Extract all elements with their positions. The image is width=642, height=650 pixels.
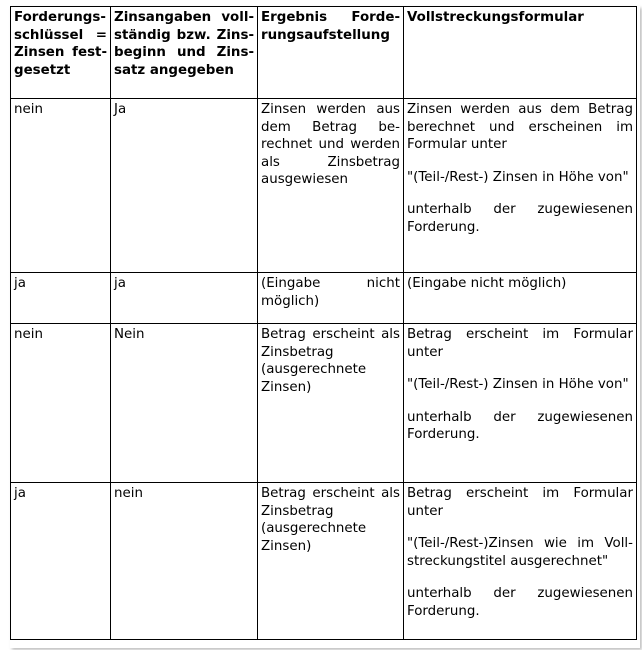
formular-text: "(Teil-/Rest-) Zinsen in Höhe von": [407, 377, 629, 393]
header-forderungsschluessel: Forderungsschlüssel = Zinsen festgesetzt: [11, 7, 111, 99]
formular-text: unterhalb der zugewiesenen Forderung.: [407, 586, 633, 619]
cell-zinsangaben: ja: [111, 273, 258, 324]
cell-ergebnis: Betrag erscheint als Zinsbetrag (ausgerechnete Zinsen): [258, 324, 404, 483]
cell-forderungsschluessel: nein: [11, 324, 111, 483]
cell-vollstreckungsformular: [404, 324, 637, 483]
cell-forderungsschluessel: ja: [11, 273, 111, 324]
formular-text: "(Teil-/Rest-) Zinsen in Höhe von": [407, 169, 629, 185]
header-ergebnis: Ergebnis Forderungsaufstellung: [258, 7, 404, 99]
formular-text: unterhalb der zugewiesenen Forderung.: [407, 202, 633, 235]
cell-vollstreckungsformular: [404, 99, 637, 273]
table-row: [11, 99, 637, 273]
formular-text: (Eingabe nicht möglich): [407, 276, 567, 291]
header-zinsangaben: Zinsangaben vollständig bzw. Zinsbeginn und Zinssatz angegeben: [111, 7, 258, 99]
cell-ergebnis: Zinsen werden aus dem Betrag berechnet und werden als Zinsbetrag ausgewiesen: [258, 99, 404, 273]
header-vollstreckungsformular: Vollstreckungsformular: [404, 7, 637, 99]
cell-zinsangaben: Ja: [111, 99, 258, 273]
ergebnis-text: (Eingabe nicht möglich): [261, 276, 400, 309]
table-row: [11, 273, 637, 324]
cell-ergebnis: [258, 273, 404, 324]
cell-forderungsschluessel: nein: [11, 99, 111, 273]
table-row: [11, 324, 637, 483]
header-row: [11, 7, 637, 99]
formular-text: Betrag erscheint im Formular unter: [407, 327, 633, 360]
table-row: [11, 483, 637, 640]
cell-zinsangaben: nein: [111, 483, 258, 640]
cell-vollstreckungsformular: [404, 483, 637, 640]
formular-text: Zinsen werden aus dem Betrag berechnet und erscheinen im Formular unter: [407, 102, 633, 153]
cell-ergebnis: Betrag erscheint als Zinsbetrag (ausgerechnete Zinsen): [258, 483, 404, 640]
formular-text: unterhalb der zugewiesenen Forderung.: [407, 409, 633, 443]
formular-text: "(Teil-/Rest-)Zinsen wie im Vollstreckungstitel ausgerechnet": [407, 536, 633, 569]
cell-zinsangaben: Nein: [111, 324, 258, 483]
cell-forderungsschluessel: ja: [11, 483, 111, 640]
cell-vollstreckungsformular: [404, 273, 637, 324]
formular-text: Betrag erscheint im Formular unter: [407, 486, 633, 519]
zinsen-table: [10, 6, 637, 640]
